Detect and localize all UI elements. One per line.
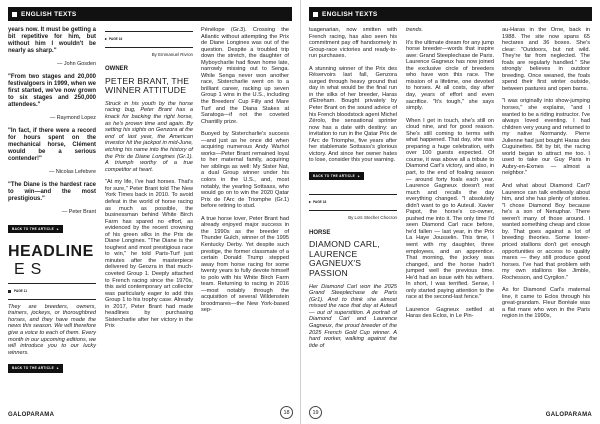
header-title: ENGLISH TEXTS (21, 10, 77, 18)
article-headline: PETER BRANT, THE WINNER ATTITUDE (105, 75, 190, 96)
body-paragraph: Laurence Gagneux settled at Haras des Eclos, in Le Pin- (406, 306, 494, 320)
back-to-article-button[interactable] (309, 172, 364, 181)
page-reference-label: PAGE 11 (14, 289, 28, 294)
left-column-1 (8, 27, 96, 383)
body-paragraph: Pénélope (Gr.3). Crossing the Atlantic without attempting the Prix de Diane Longines was out of the question. Despite a troubled trip down the stretch, the daughter of Myboycharlie had flown home late, narrowly missing out to Senga. While Senga never won another race, Sistercharlie went on to a brilliant career, racking up seven Group 1 wins in the U.S., including the Breeders' Cup Filly and Mare Turf and the Diana Stakes at Saratoga—if not the coveted Chantilly prize. (201, 27, 289, 125)
section-label: HORSE (309, 229, 331, 236)
page-reference-label: PAGE 16 (109, 37, 123, 41)
header-square-icon (12, 12, 17, 17)
footer-brand: GALOPARAMA (545, 412, 592, 418)
back-to-article-button[interactable] (8, 364, 63, 373)
article-headline: DIAMOND CARL, LAURENCE GAGNEUX'S PASSION (309, 239, 380, 278)
body-paragraph: Buoyed by Sistercharlie's success—and just as he once did when acquiring numerous Andy Warhol works—Peter Brant remained loyal to her maternal family, acquiring her siblings as well: My Sister Nat, a dual Group winner under his colors in the U.S., and, most notably, the yearling Sottsass, who would go on to win the 2020 Qatar Prix de l'Arc de Triomphe (Gr.1) before retiring to stud. (201, 131, 289, 210)
byline: By Loïc Stecher Chocron (348, 215, 397, 221)
page-reference-label: PAGE 18 (313, 200, 327, 205)
quote-1: years now. It must be getting a bit repetitive for him, but without him I wouldn't be nearly as sharp." (8, 27, 96, 54)
back-to-article-label: BACK TO THE ARTICLE (313, 173, 356, 178)
quote-2: "From two stages and 20,000 festivalgoers in 1999, when we first started, we've now grown to six stages and 250,000 attendees." (8, 74, 96, 108)
page-reference (8, 288, 96, 295)
page-reference (105, 36, 193, 43)
section-label: OWNER (105, 66, 128, 73)
body-paragraph: And what about Diamond Carl? Laurence can talk endlessly about him, and she has plenty of stories. "I chose Diamond Boy because he's a son of Nenuphar. There weren't many of those around. I wanted something cheap and close by. That goes against a lot of breeding theories. Some lower-priced stallions don't get enough opportunities or access to quality mares — they still produce good horses. I've had that problem with my own stallions like Jimble, Rochesson, and Cyrgilon." (502, 183, 590, 281)
quote-3-author: — Nicolas Lefebvre (48, 168, 96, 175)
page-number: 19 (309, 406, 322, 419)
body-paragraph: "At my life, I've had horses. That's for sure," Peter Brant told The New York Times back in 2010. To avoid defeat in the world of horse racing as much as possible, the businessman behind White Birch Farm has spared no effort, as evidenced by the recent crowning of his green silks in the Prix de Diane Longines. "The Diane is the toughest and most prestigious race to win," he told Paris-Turf just minutes after the masterpiece delivered by Geozra in that much-coveted Group 1. Deeply attached to French racing since the 1970s, this avid contemporary art collector was particularly eager to add this Group 1 to his trophy case. Already in 2017, Peter Brant had made headlines by purchasing Sistercharlie after her victory in the Prix (105, 179, 193, 330)
body-paragraph: A stunning winner of the Prix des Réservoirs last fall, Genzora surged through heavy ground that day in what would be the final run in the silks of her breeder, Haras d'Etreham. Bought privately by Peter Brant on the sound advice of his French bloodstock agent Michel Zérolo, the sensational sprinter now has a date with destiny: an invitation to run in the Qatar Prix de l'Arc de Triomphe, five years after her stablemate Sottsass's glorious victory. And since her owner hates to lose, consider this your warning. (309, 65, 397, 164)
body-paragraph: "I was originally into show-jumping horses," she explains, "and I wanted to be a riding instructor. I've always loved eventing. I had children very young and returned to my native Normandy. Pierre Julienne had just bought Haras des Cuguinettes. Bit by bit, the racing world began to attract me too. I used to take our Guy Paris in Aubry-en-Exmes — almost a neighbor." (502, 98, 591, 177)
quote-4-author: — Peter Brant (61, 209, 96, 216)
page-number: 18 (280, 406, 293, 419)
back-to-article-label: BACK TO THE ARTICLE (12, 226, 55, 231)
divider (309, 210, 397, 211)
standfirst-continued: trends. (406, 27, 424, 33)
header-title: ENGLISH TEXTS (322, 10, 378, 18)
quote-3: "In fact, if there were a record for hours spent on the mechanical horse, Clément would be a serious contender!" (8, 128, 96, 162)
right-page (300, 0, 600, 424)
body-paragraph: au-Haras in the Orne, back in 1988. The site now spans 65 hectares and 36 boxes. She's clear: "Outdoors, but not wild. They're far from neglected. The foals are regularly handled." She strongly believes in outdoor breeding. Once weaned, the foals spend their first winter outside, between pastures and open barns. (502, 27, 590, 92)
divider (8, 283, 96, 284)
divider (8, 299, 96, 300)
arrow-right-icon: ▸ (57, 226, 59, 231)
body-paragraph: As for Diamond Carl's maternal line, it came to Eclos through his great-grandam. Fleur Boréale was a flat mare who won in the Paris region in the 1990s, (502, 287, 590, 320)
header-square-icon (313, 12, 318, 17)
header-bar (8, 7, 292, 21)
divider (105, 47, 193, 48)
headline-subtitle: ES (14, 261, 48, 279)
quote-2-author: — Raymond Lopez (49, 114, 96, 121)
quote-4: "The Diane is the hardest race to win—and the most prestigious." (8, 182, 96, 203)
body-paragraph: It's the ultimate dream for any jump horse breeder—words that inspire awe: Grand Steeplechase de Paris. Laurence Gagneux has now joined the exclusive circle of breeders who have won this race. The mission of a lifetime, one devoted to horses. At all costs, day after day, years of effort and even sacrifice. "It's tough," she says simply. (406, 39, 494, 112)
back-to-article-label: BACK TO THE ARTICLE (12, 366, 55, 371)
arrow-right-icon: ▸ (309, 199, 312, 205)
right-column-1 (309, 27, 397, 355)
standfirst: Struck in his youth by the horse racing bug, Peter Brant has a knack for backing the right horse, as he's proven time and again. By setting his sights on Genzora at the end of last year, the American investor hit the jackpot in mid-June, etching his name into the history of the Prix de Diane Longines (Gr.1). A triumph worthy of a true competitor at heart. (105, 100, 193, 173)
headline-title: HEADLINE (8, 243, 94, 261)
quote-1-author: — John Gosden (57, 60, 96, 67)
intro-text: They are breeders, owners, trainers, jockeys, or thoroughbred horses, and they have made the news this season. We will therefore give a voice to each of them. Every month in our upcoming editions, we will introduce you to our lucky winners. (8, 303, 96, 356)
footer-brand: GALOPARAMA (8, 412, 55, 418)
right-column-2 (406, 27, 494, 326)
left-column-2 (105, 27, 193, 336)
header-bar (309, 7, 592, 21)
byline: By Emmanuel Rivron (151, 51, 193, 57)
standfirst: Her Diamond Carl won the 2025 Grand Steeplechase de Paris (Gr1). And to think she almost missed the race that day at Auteuil — out of superstition. A portrait of Diamond Carl and Laurence Gagneux, the proud breeder of the 2025 French Gold Cup winner. A hard worker, walking against the tide of (309, 283, 397, 349)
page-reference (309, 199, 397, 206)
right-column-3 (502, 27, 590, 326)
back-to-article-button[interactable] (8, 225, 63, 234)
bullet-icon (8, 290, 11, 293)
body-paragraph: When I get in touch, she's still on cloud nine, and for good reason. She's still coming to terms with what happened. That day, she was preparing a huge celebration, with over 100 guests expected. Of course, it was above all a tribute to Diamond Carl's victory, and also, in part, to the end of foaling season — around forty foals each year. Laurence Gagneux doesn't rest much and recalls the day everything changed. "I absolutely didn't want to go to Auteuil. Xavier Papot, the horse's co-owner, pushed me into it. The only time I'd seen Diamond Carl race before, he'd fallen — last year, in the Prix La Haye Jousselin. This time, I went with my daughter, three employees, and an apprentice. That morning, the jockey was changed, and the horse hadn't jumped well the previous time. He'd had an issue with his withers. In short, I was terrified. Sense, I only started paying attention to the race at the second-last fence." (406, 117, 494, 301)
arrow-right-icon: ▸ (57, 366, 59, 371)
arrow-right-icon: ▸ (105, 36, 108, 41)
divider (309, 194, 397, 195)
body-paragraph: tuagenarian, now smitten with French racing, has also seen his commitment pay off handsomely in Group-race victories and ready-to-run purchases. (309, 27, 397, 60)
left-column-3 (201, 27, 289, 320)
arrow-right-icon: ▸ (358, 173, 360, 178)
divider (105, 31, 193, 32)
body-paragraph: A true horse lover, Peter Brant had already enjoyed major success in the 1990s as the breeder of Thunder Gulch, winner of the 1995 Kentucky Derby. Yet despite such prestige, the former classmate of a certain Donald Trump stepped away from horse racing for some twenty years to fully devote himself to polo with his White Birch Farm team. Returning to racing in 2016—most notably through the acquisition of several Wildenstein broodmares—the New York-based sep- (201, 215, 289, 314)
